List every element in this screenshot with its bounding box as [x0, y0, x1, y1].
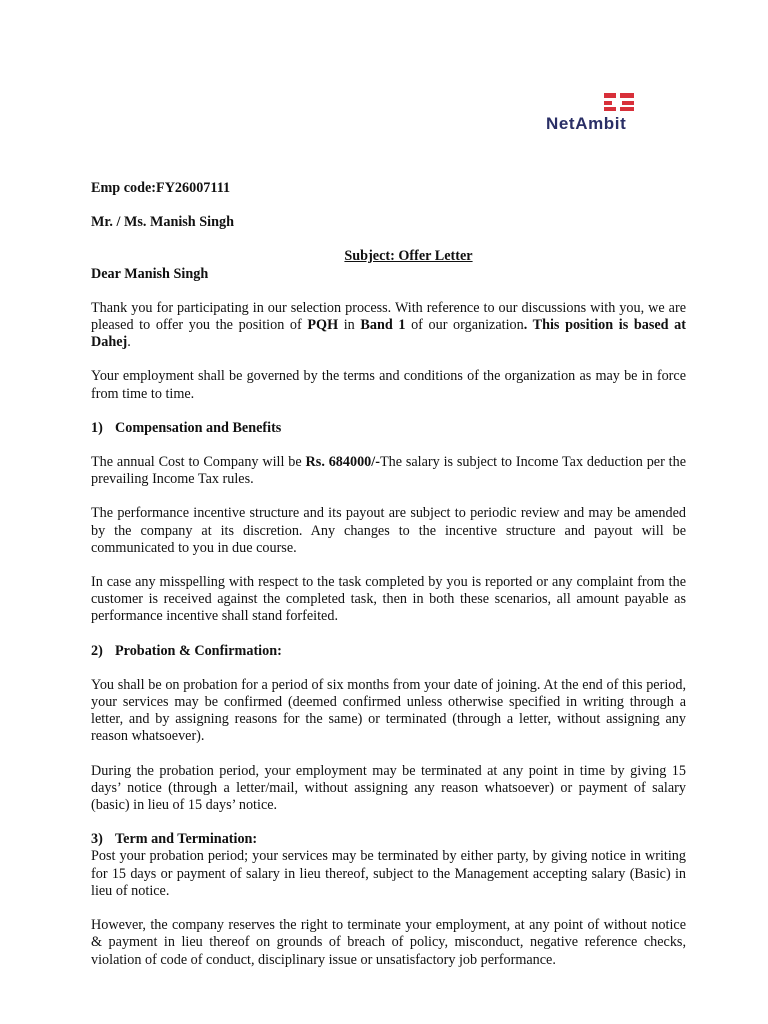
logo-mark-icon	[602, 92, 638, 112]
section-heading-termination: 3) Term and Termination:	[91, 831, 258, 848]
governed-paragraph: Your employment shall be governed by the terms and conditions of the organization as may be in force from time to time.	[91, 368, 686, 402]
company-logo	[544, 92, 704, 136]
section-heading-compensation: 1) Compensation and Benefits	[91, 419, 282, 436]
ctc-paragraph: The annual Cost to Company will be Rs. 684000/-The salary is subject to Income Tax deduction per the prevailing Income Tax rules.	[91, 454, 687, 488]
misspelling-paragraph: In case any misspelling with respect to the task completed by you is reported or any complaint from the customer is received against the completed task, then in both these scenarios, all amount payable as performance incentive shall stand forfeited.	[91, 574, 686, 625]
emp-code: Emp code:FY26007111	[91, 180, 231, 196]
incentive-paragraph: The performance incentive structure and its payout are subject to periodic review and may be amended by the company at its discretion. Any changes to the incentive structure and payout will be communicated to you in due course.	[91, 505, 686, 556]
dear-line: Dear Manish Singh	[91, 265, 209, 282]
probation-paragraph: You shall be on probation for a period of six months from your date of joining. At the end of this period, your services may be confirmed (deemed confirmed unless otherwise specified in writing through a letter, and by assigning reasons for the same) or terminated (through a letter, without assigning any reason whatsoever).	[91, 676, 686, 745]
section-heading-probation: 2) Probation & Confirmation:	[91, 642, 282, 659]
probation-termination-paragraph: During the probation period, your employment may be terminated at any point in time by giving 15 days’ notice (through a letter/mail, without assigning any reason whatsoever) or payment of salary (basic) in lieu of 15 days’ notice.	[91, 762, 686, 814]
subject-line: Subject: Offer Letter	[344, 248, 473, 265]
addressee: Mr. / Ms. Manish Singh	[91, 214, 234, 231]
logo-wordmark: NetAmbit	[546, 114, 627, 133]
termination-rights-paragraph: However, the company reserves the right to terminate your employment, at any point of without notice & payment in lieu thereof on grounds of breach of policy, misconduct, negative reference checks, violation of code of conduct, disciplinary issue or unsatisfactory job performance.	[91, 917, 686, 968]
offer-letter-body	[91, 180, 686, 969]
notice-paragraph: Post your probation period; your services may be terminated by either party, by giving notice in writing for 15 days or payment of salary in lieu thereof, subject to the Management accepting salary (Basic) in lieu of notice.	[91, 848, 686, 899]
intro-paragraph: Thank you for participating in our selection process. With reference to our discussions with you, we are pleased to offer you the position of PQH in Band 1 of our organization. This position is based at Dahej.	[91, 299, 686, 351]
